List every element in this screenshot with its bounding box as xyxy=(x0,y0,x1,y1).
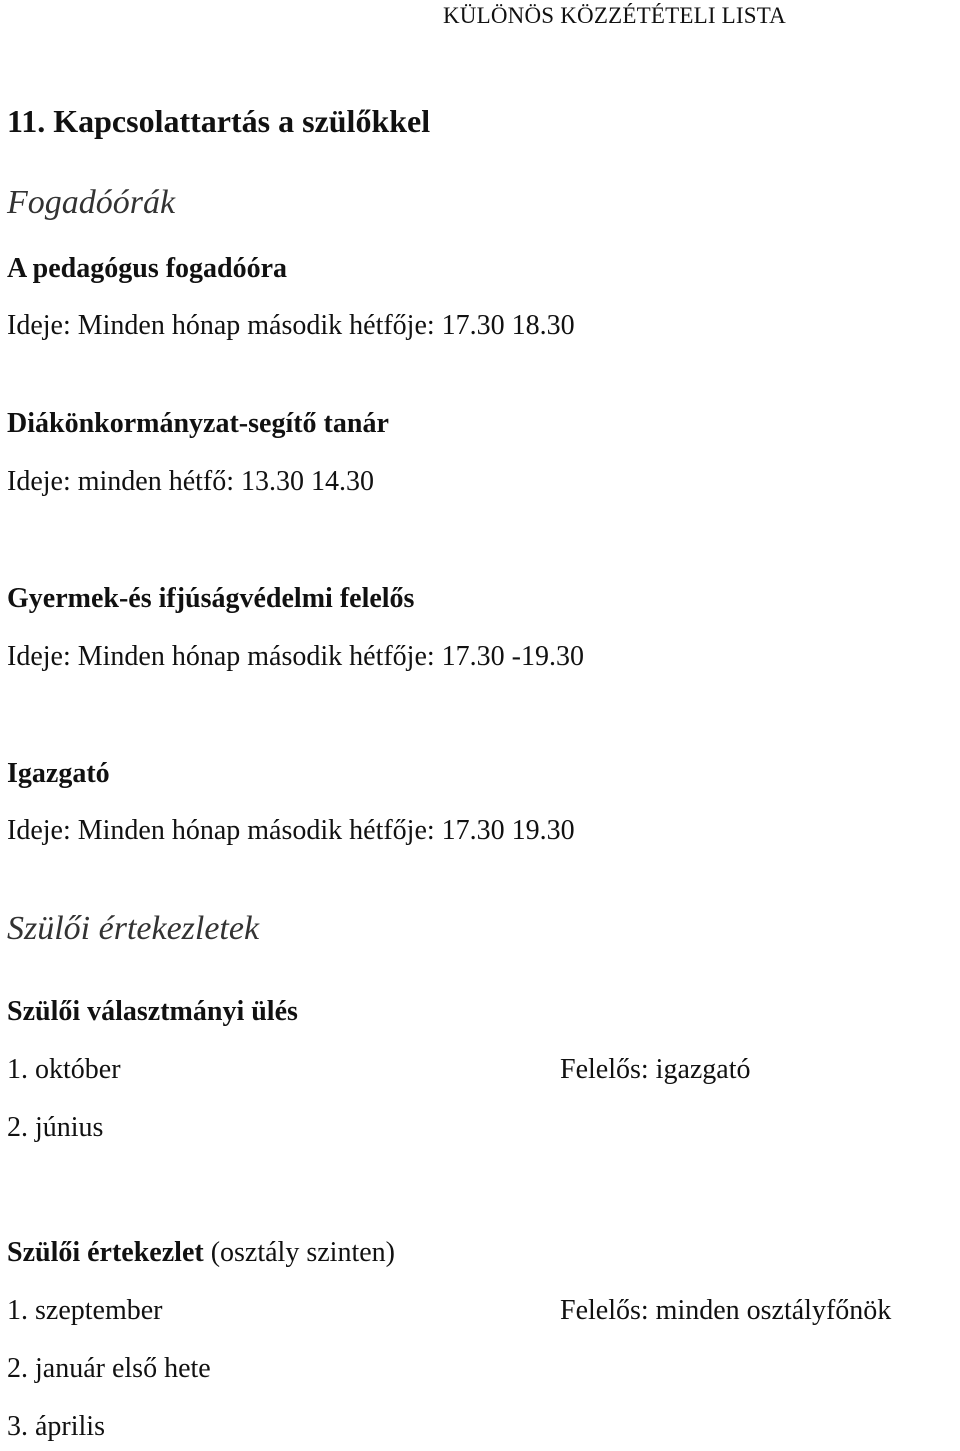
block-time-gyermekvedelmi: Ideje: Minden hónap második hétfője: 17.30 -19.30 xyxy=(7,641,584,672)
chapter-title: 11. Kapcsolattartás a szülőkkel xyxy=(7,103,431,139)
osztaly-responsible: Felelős: minden osztályfőnök xyxy=(560,1295,892,1326)
osztaly-item-3: 3. április xyxy=(7,1411,105,1442)
block-time-diakonkormanyzat: Ideje: minden hétfő: 13.30 14.30 xyxy=(7,466,375,497)
osztaly-heading-bold: Szülői értekezlet xyxy=(7,1237,204,1268)
osztaly-heading xyxy=(7,1239,395,1267)
section-title-fogadoorak: Fogadóórák xyxy=(7,184,176,221)
block-heading-gyermekvedelmi: Gyermek-és ifjúságvédelmi felelős xyxy=(7,583,415,614)
valasztmany-heading: Szülői választmányi ülés xyxy=(7,996,298,1027)
block-time-igazgato: Ideje: Minden hónap második hétfője: 17.30 19.30 xyxy=(7,815,575,846)
block-heading-igazgato: Igazgató xyxy=(7,758,110,789)
page-header: KÜLÖNÖS KÖZZÉTÉTELI LISTA xyxy=(443,3,786,28)
osztaly-heading-rest: (osztály szinten) xyxy=(203,1237,395,1268)
osztaly-item-1: 1. szeptember xyxy=(7,1295,163,1326)
block-time-pedagogus: Ideje: Minden hónap második hétfője: 17.30 18.30 xyxy=(7,310,575,341)
valasztmany-responsible: Felelős: igazgató xyxy=(560,1054,751,1085)
valasztmany-item-2: 2. június xyxy=(7,1112,104,1143)
osztaly-item-2: 2. január első hete xyxy=(7,1353,211,1384)
valasztmany-item-1: 1. október xyxy=(7,1054,121,1085)
block-heading-diakonkormanyzat: Diákönkormányzat-segítő tanár xyxy=(7,408,389,439)
block-heading-pedagogus: A pedagógus fogadóóra xyxy=(7,253,288,284)
section-title-ertekezletek: Szülői értekezletek xyxy=(7,910,260,947)
